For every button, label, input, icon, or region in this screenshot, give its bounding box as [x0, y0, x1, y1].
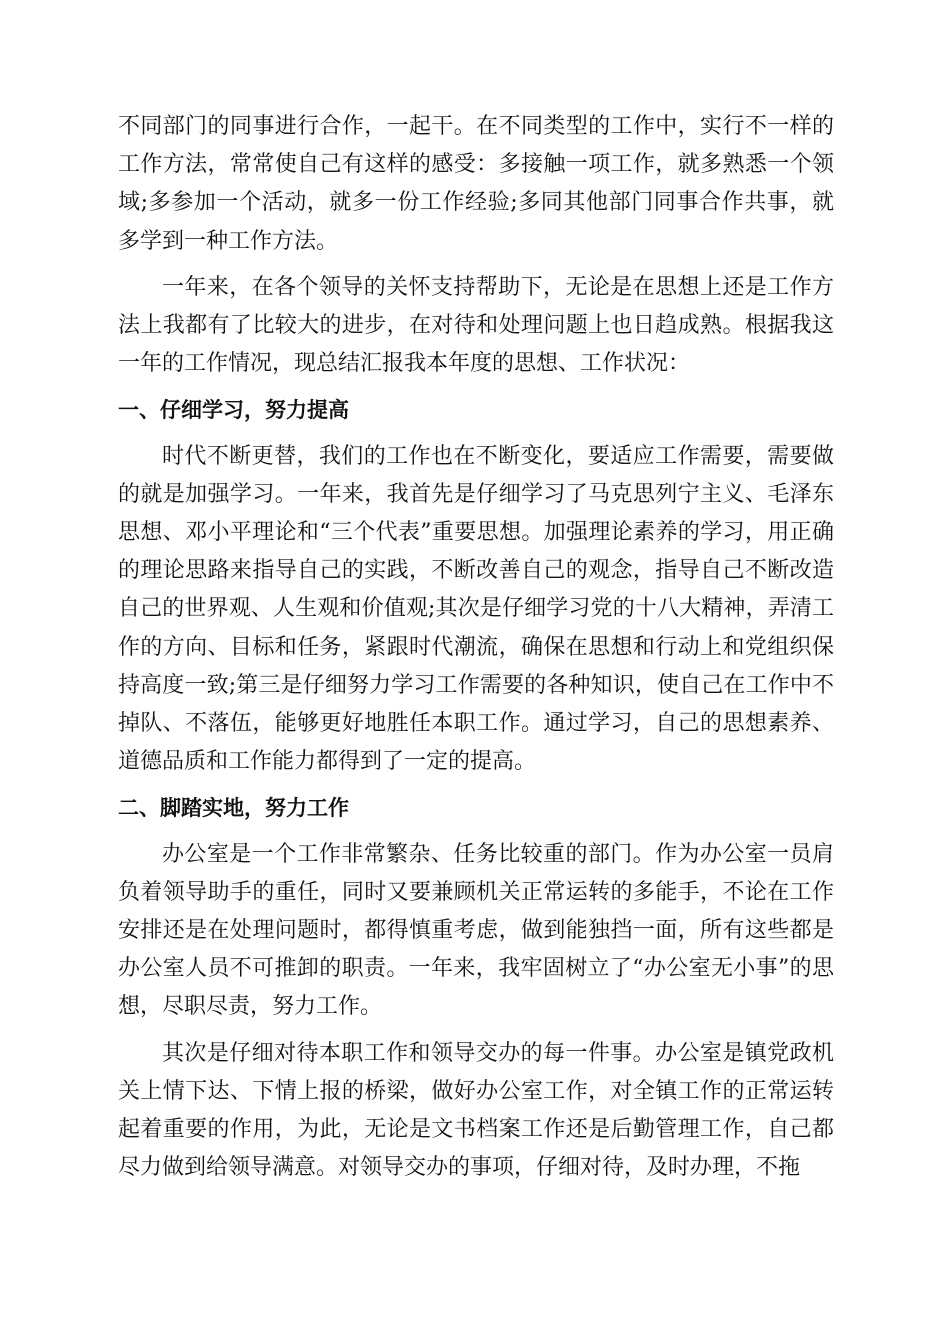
paragraph-office-duties: 办公室是一个工作非常繁杂、任务比较重的部门。作为办公室一员肩负着领导助手的重任，同时又要兼顾机关正常运转的多能手，不论在工作安排还是在处理问题时，都得慎重考虑，做到能独挡一面，所有这些都是办公室人员不可推卸的职责。一年来，我牢固树立了“办公室无小事”的思想，尽职尽责，努力工作。: [118, 841, 834, 1020]
section-heading-work: 二、脚踏实地，努力工作: [118, 796, 349, 821]
paragraph-study: 时代不断更替，我们的工作也在不断变化，要适应工作需要，需要做的就是加强学习。一年来，我首先是仔细学习了马克思列宁主义、毛泽东思想、邓小平理论和“三个代表”重要思想。加强理论素养的学习，用正确的理论思路来指导自己的实践，不断改善自己的观念，指导自己不断改造自己的世界观、人生观和价值观;其次是仔细学习党的十八大精神，弄清工作的方向、目标和任务，紧跟时代潮流，确保在思想和行动上和党组织保持高度一致;第三是仔细努力学习工作需要的各种知识，使自己在工作中不掉队、不落伍，能够更好地胜任本职工作。通过学习，自己的思想素养、道德品质和工作能力都得到了一定的提高。: [118, 443, 834, 775]
paragraph-assigned-tasks: 其次是仔细对待本职工作和领导交办的每一件事。办公室是镇党政机关上情下达、下情上报的桥梁，做好办公室工作，对全镇工作的正常运转起着重要的作用，为此，无论是文书档案工作还是后勤管理工作，自己都尽力做到给领导满意。对领导交办的事项，仔细对待，及时办理，不拖: [118, 1040, 834, 1181]
paragraph-year-summary: 一年来，在各个领导的关怀支持帮助下，无论是在思想上还是工作方法上我都有了比较大的进步，在对待和处理问题上也日趋成熟。根据我这一年的工作情况，现总结汇报我本年度的思想、工作状况：: [118, 274, 834, 377]
section-heading-study: 一、仔细学习，努力提高: [118, 398, 349, 423]
document-body: [118, 108, 834, 1195]
paragraph-intro-continuation: 不同部门的同事进行合作，一起干。在不同类型的工作中，实行不一样的工作方法，常常使自己有这样的感受：多接触一项工作，就多熟悉一个领域;多参加一个活动，就多一份工作经验;多同其他部门同事合作共事，就多学到一种工作方法。: [118, 114, 834, 254]
